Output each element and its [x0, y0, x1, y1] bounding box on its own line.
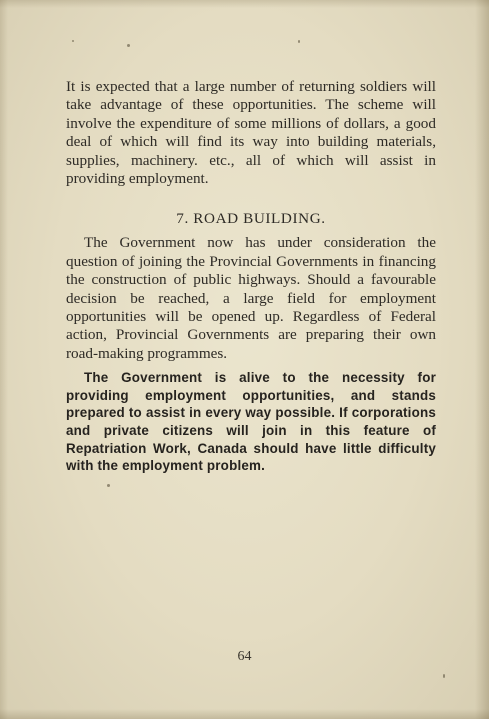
- paper-speck: [72, 40, 74, 42]
- page-edge-shadow-top: [0, 0, 489, 8]
- page-number: 64: [237, 649, 252, 664]
- page-edge-shadow-right: [475, 0, 489, 719]
- section-heading: 7. ROAD BUILDING.: [176, 210, 326, 228]
- paper-speck: [127, 44, 130, 47]
- body-paragraph-1: It is expected that a large number of returning soldiers will take advantage of these opportunities. The scheme will involve the expenditure of some millions of dollars, a good deal of which will find its way into building materials, supplies, machinery. etc., all of which will assist in providing employment.: [66, 78, 436, 188]
- body-paragraph-2: The Government now has under consideration the question of joining the Provincial Governments in financing the construction of public highways. Should a favourable decision be reached, a large field for employment opportunities will be opened up. Regardless of Federal action, Provincial Governments are preparing their own road-making programmes.: [66, 234, 436, 362]
- paper-speck: [107, 484, 110, 487]
- paper-speck: [443, 674, 445, 678]
- page-edge-shadow-left: [0, 0, 8, 719]
- paper-speck: [298, 40, 300, 43]
- page-content: [66, 78, 436, 475]
- body-paragraph-3-bold: The Government is alive to the necessity for providing employment opportunities, and stands prepared to assist in every way possible. If corporations and private citizens will join in this feature of Repatriation Work, Canada should have little difficulty with the employment problem.: [66, 370, 436, 474]
- page-edge-shadow-bottom: [0, 709, 489, 719]
